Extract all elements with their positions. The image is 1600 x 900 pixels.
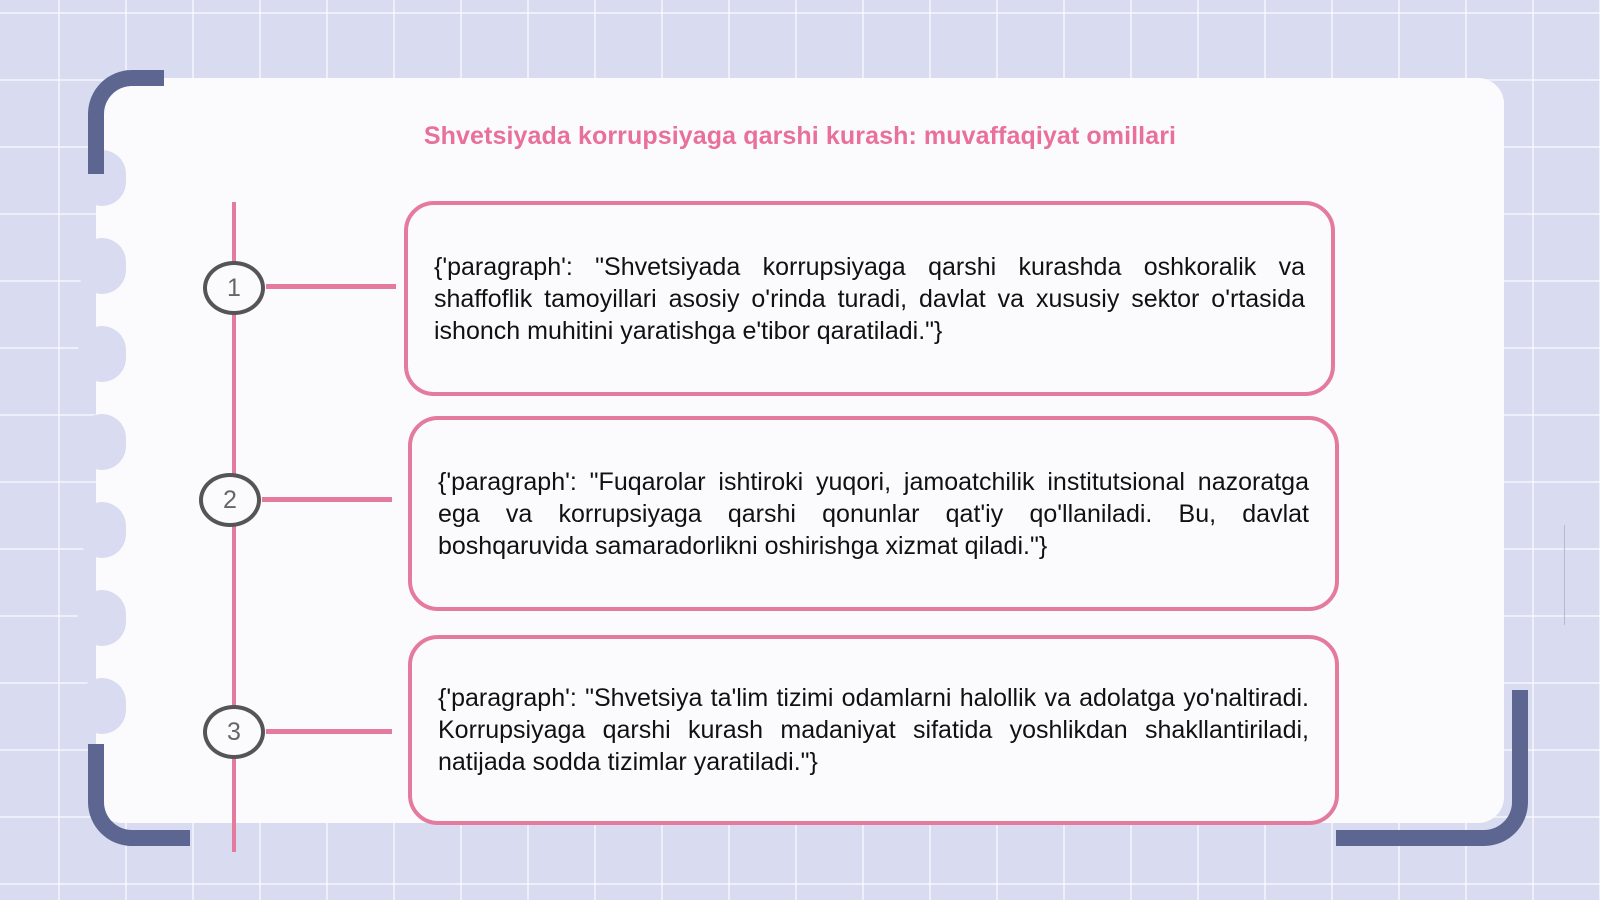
notebook-scallop <box>78 590 126 646</box>
node-number: 3 <box>227 717 241 746</box>
paragraph-box <box>404 201 1335 396</box>
corner-bracket-bottom-left <box>88 744 190 846</box>
slide-title: Shvetsiyada korrupsiyaga qarshi kurash: muvaffaqiyat omillari <box>423 122 1177 150</box>
notebook-scallop <box>78 678 126 734</box>
corner-bracket-bottom-right <box>1336 690 1528 846</box>
timeline-connector <box>262 497 392 502</box>
paragraph-box <box>408 416 1339 611</box>
paragraph-text: {'paragraph': "Fuqarolar ishtiroki yuqori, jamoatchilik institutsional nazoratga ega va korrupsiyaga qarshi qonunlar qat'iy qo'llaniladi. Bu, davlat boshqaruvida samaradorlikni oshirishga xizmat qiladi."} <box>438 467 1309 560</box>
timeline-node <box>203 261 265 315</box>
paragraph-box <box>408 635 1339 825</box>
node-number: 2 <box>223 485 237 514</box>
decorative-line <box>1564 525 1565 625</box>
notebook-scallop <box>78 326 126 382</box>
timeline-node <box>199 473 261 527</box>
notebook-scallop <box>78 502 126 558</box>
timeline-node <box>203 705 265 759</box>
node-number: 1 <box>227 273 241 302</box>
timeline-connector <box>266 284 396 289</box>
notebook-scallop <box>78 414 126 470</box>
corner-bracket-top-left <box>88 70 164 174</box>
notebook-scallop <box>78 238 126 294</box>
paragraph-text: {'paragraph': "Shvetsiyada korrupsiyaga qarshi kurashda oshkoralik va shaffoflik tamoyillari asosiy o'rinda turadi, davlat va xususiy sektor o'rtasida ishonch muhitini yaratishga e'tibor qaratiladi."} <box>434 252 1305 345</box>
paragraph-text: {'paragraph': "Shvetsiya ta'lim tizimi odamlarni halollik va adolatga yo'naltiradi. Korrupsiyaga qarshi kurash madaniyat sifatida yoshlikdan shakllantiriladi, natijada sodda tizimlar yaratiladi."} <box>438 684 1309 776</box>
timeline-connector <box>266 729 392 734</box>
